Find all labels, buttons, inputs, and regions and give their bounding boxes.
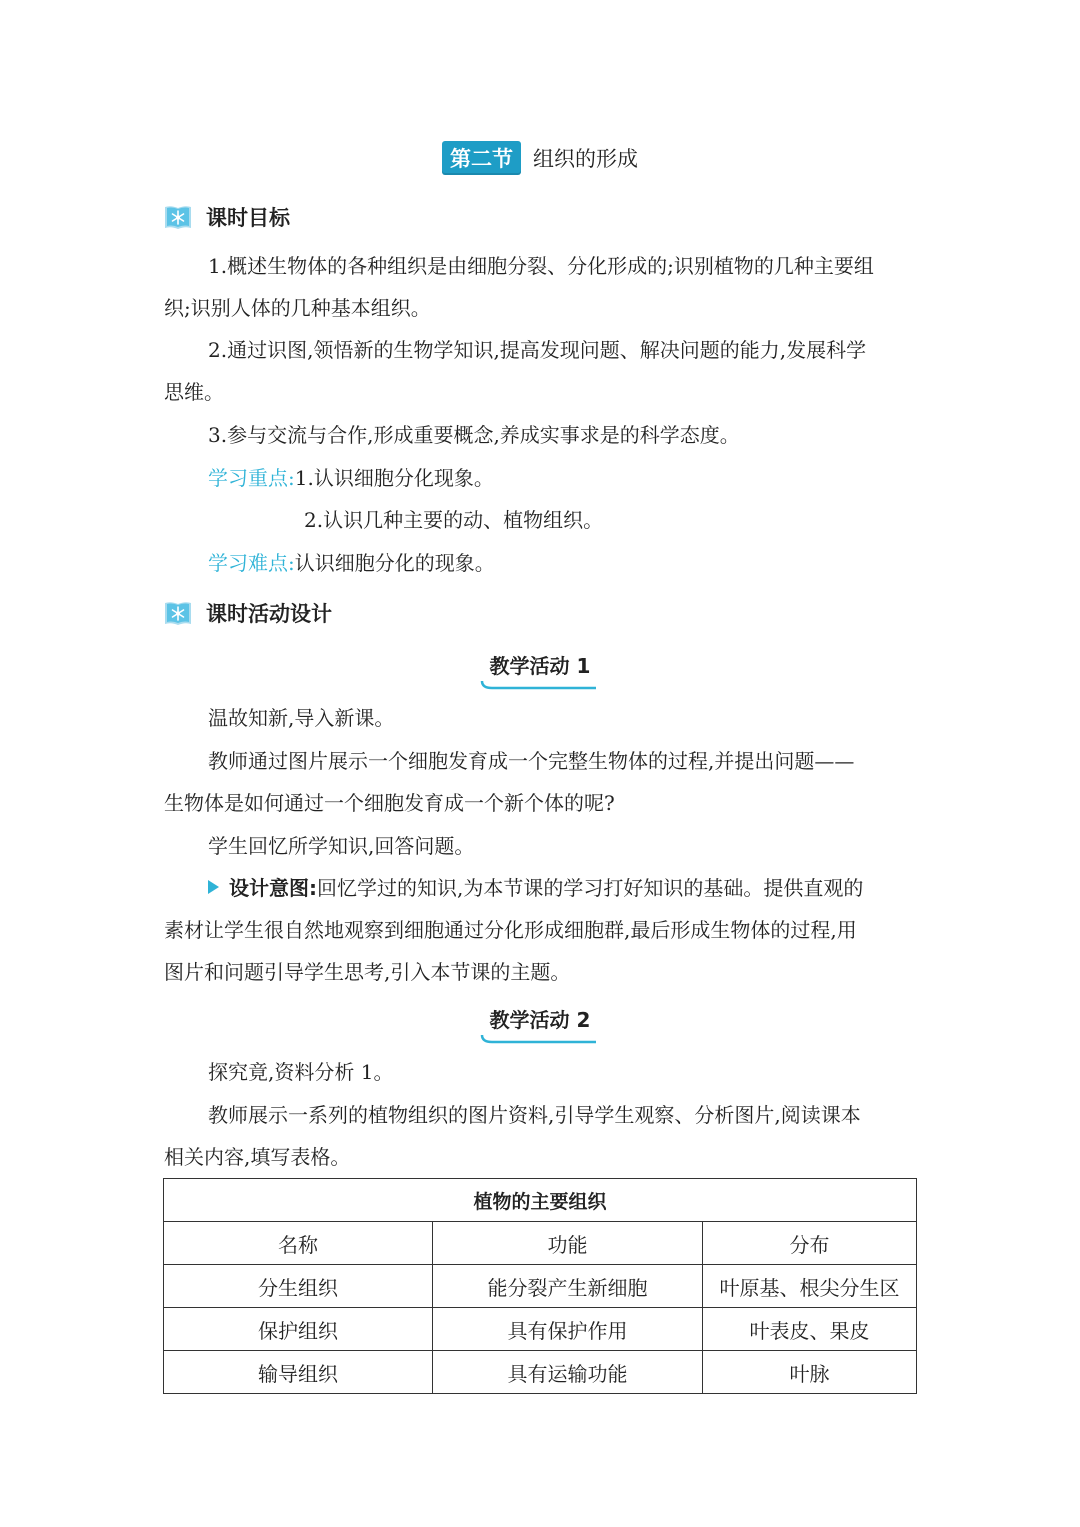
activity-1-p2-line-1: 教师通过图片展示一个细胞发育成一个完整生物体的过程,并提出问题——	[208, 749, 855, 773]
table-header-distribution: 分布	[703, 1222, 917, 1265]
table-header-row	[164, 1222, 917, 1265]
play-arrow-icon	[208, 880, 219, 894]
table-row	[164, 1265, 917, 1308]
activity-underline	[480, 679, 598, 691]
snowflake-book-icon	[164, 599, 192, 627]
table-cell: 保护组织	[164, 1308, 433, 1351]
table-caption: 植物的主要组织	[164, 1179, 917, 1222]
design-intent-line-2: 素材让学生很自然地观察到细胞通过分化形成细胞群,最后形成生物体的过程,用	[164, 918, 857, 942]
design-intent-line-3: 图片和问题引导学生思考,引入本节课的主题。	[164, 960, 571, 984]
section-badge: 第二节	[442, 141, 521, 175]
activity-1-p3: 学生回忆所学知识,回答问题。	[208, 834, 475, 858]
table-header-name: 名称	[164, 1222, 433, 1265]
table-cell: 具有保护作用	[433, 1308, 703, 1351]
activity-design-heading	[164, 596, 332, 630]
table-cell: 叶脉	[703, 1351, 917, 1394]
objective-item-2-line-2: 思维。	[164, 380, 224, 404]
objective-item-3: 3.参与交流与合作,形成重要概念,养成实事求是的科学态度。	[208, 423, 740, 447]
difficulty-label: 学习难点:	[208, 551, 295, 575]
activity-2-p2-line-1: 教师展示一系列的植物组织的图片资料,引导学生观察、分析图片,阅读课本	[208, 1103, 861, 1127]
objectives-heading	[164, 200, 290, 234]
activity-design-heading-text: 课时活动设计	[206, 602, 332, 626]
section-header	[0, 141, 1080, 175]
objective-item-2-line-1: 2.通过识图,领悟新的生物学知识,提高发现问题、解决问题的能力,发展科学	[208, 338, 867, 362]
design-intent-text-1: 回忆学过的知识,为本节课的学习打好知识的基础。提供直观的	[317, 876, 864, 900]
table-cell: 具有运输功能	[433, 1351, 703, 1394]
plant-tissue-table	[163, 1178, 917, 1394]
activity-2-title-text: 教学活动 2	[489, 1008, 591, 1032]
table-cell: 分生组织	[164, 1265, 433, 1308]
key-point-2: 2.认识几种主要的动、植物组织。	[304, 508, 604, 532]
difficulty-text: 认识细胞分化的现象。	[294, 551, 495, 575]
table-cell: 输导组织	[164, 1351, 433, 1394]
table-row	[164, 1308, 917, 1351]
activity-underline	[480, 1033, 598, 1045]
section-title: 组织的形成	[533, 147, 638, 171]
activity-2-p1: 探究竟,资料分析 1。	[208, 1060, 394, 1084]
difficulty	[164, 542, 916, 584]
table-row	[164, 1351, 917, 1394]
objectives-heading-text: 课时目标	[206, 206, 290, 230]
activity-2-p2-line-2: 相关内容,填写表格。	[164, 1145, 351, 1169]
objective-item-1-line-1: 1.概述生物体的各种组织是由细胞分裂、分化形成的;识别植物的几种主要组	[208, 254, 874, 278]
objective-item-1-line-2: 织;识别人体的几种基本组织。	[164, 296, 431, 320]
activity-1-title-text: 教学活动 1	[489, 654, 591, 678]
table-cell: 能分裂产生新细胞	[433, 1265, 703, 1308]
activity-1-p1: 温故知新,导入新课。	[208, 706, 395, 730]
key-point-1: 1.认识细胞分化现象。	[294, 466, 494, 490]
activity-1-title	[0, 650, 1080, 685]
table-caption-row	[164, 1179, 917, 1222]
table-header-function: 功能	[433, 1222, 703, 1265]
table-cell: 叶表皮、果皮	[703, 1308, 917, 1351]
design-intent-line-1	[164, 867, 916, 909]
activity-1-p2-line-2: 生物体是如何通过一个细胞发育成一个新个体的呢?	[164, 791, 615, 815]
activity-2-title	[0, 1004, 1080, 1039]
design-intent-label: 设计意图:	[229, 876, 317, 900]
key-points-label: 学习重点:	[208, 466, 295, 490]
key-points	[164, 457, 916, 499]
snowflake-book-icon	[164, 203, 192, 231]
table-cell: 叶原基、根尖分生区	[703, 1265, 917, 1308]
